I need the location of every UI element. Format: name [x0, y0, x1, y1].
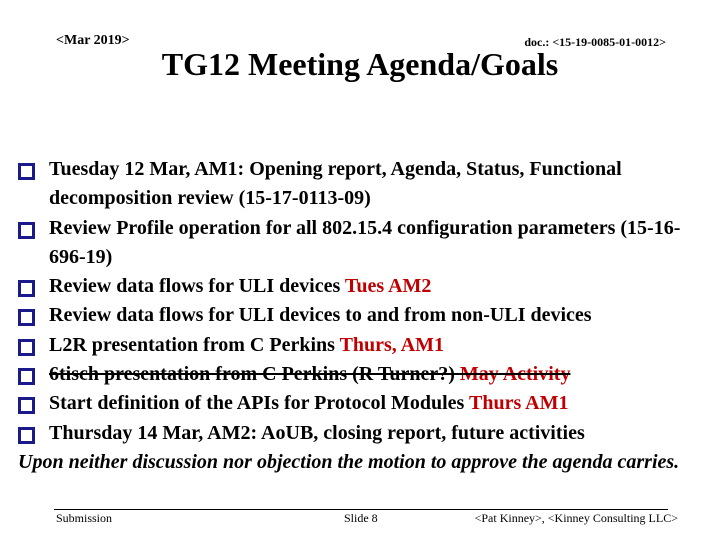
- agenda-item-text: L2R presentation from C Perkins: [49, 333, 340, 356]
- agenda-item-text: Thursday 14 Mar, AM2: AoUB, closing report, future activities: [49, 421, 585, 444]
- agenda-item: [18, 301, 708, 330]
- bullet-box-icon: [18, 222, 35, 239]
- agenda-item: [18, 214, 708, 273]
- bullet-box-icon: [18, 368, 35, 385]
- agenda-item: [18, 331, 708, 360]
- agenda-item: [18, 155, 708, 214]
- bullet-box-icon: [18, 309, 35, 326]
- agenda-item: [18, 419, 708, 448]
- header-date: <Mar 2019>: [56, 33, 130, 48]
- agenda-item-slot: Tues AM2: [344, 275, 432, 298]
- agenda-item-slot: May Activity: [459, 363, 571, 386]
- footer-author: <Pat Kinney>, <Kinney Consulting LLC>: [474, 511, 678, 525]
- agenda-item: [18, 389, 708, 418]
- agenda-item-struck: [18, 360, 708, 389]
- slide-body: [18, 155, 708, 477]
- agenda-item-slot: Thurs AM1: [468, 392, 569, 415]
- footer-slide-number: Slide 8: [344, 511, 378, 525]
- bullet-box-icon: [18, 280, 35, 297]
- agenda-item-text: Review Profile operation for all 802.15.4 configuration parameters (15-16-696-19): [49, 216, 681, 268]
- bullet-box-icon: [18, 163, 35, 180]
- agenda-item-text: Review data flows for ULI devices to and from non-ULI devices: [49, 304, 592, 327]
- bullet-box-icon: [18, 427, 35, 444]
- footer-submission: Submission: [56, 511, 113, 525]
- footer-divider: [54, 509, 668, 510]
- motion-note: Upon neither discussion nor objection the motion to approve the agenda carries.: [18, 450, 680, 473]
- agenda-item-text: Start definition of the APIs for Protocol Modules: [49, 392, 469, 415]
- agenda-item-text: Review data flows for ULI devices: [49, 275, 345, 298]
- slide-title-text: TG12 Meeting Agenda/Goals: [161, 46, 559, 82]
- header-doc-number: doc.: <15-19-0085-01-0012>: [524, 35, 666, 49]
- agenda-item: [18, 272, 708, 301]
- agenda-item-text: 6tisch presentation from C Perkins (R Turner?): [49, 363, 460, 386]
- slide-title: [0, 46, 720, 83]
- bullet-box-icon: [18, 339, 35, 356]
- agenda-item-text: Tuesday 12 Mar, AM1: Opening report, Agenda, Status, Functional decomposition review (15-17-0113-09): [49, 158, 622, 210]
- bullet-box-icon: [18, 397, 35, 414]
- agenda-item-slot: Thurs, AM1: [339, 333, 445, 356]
